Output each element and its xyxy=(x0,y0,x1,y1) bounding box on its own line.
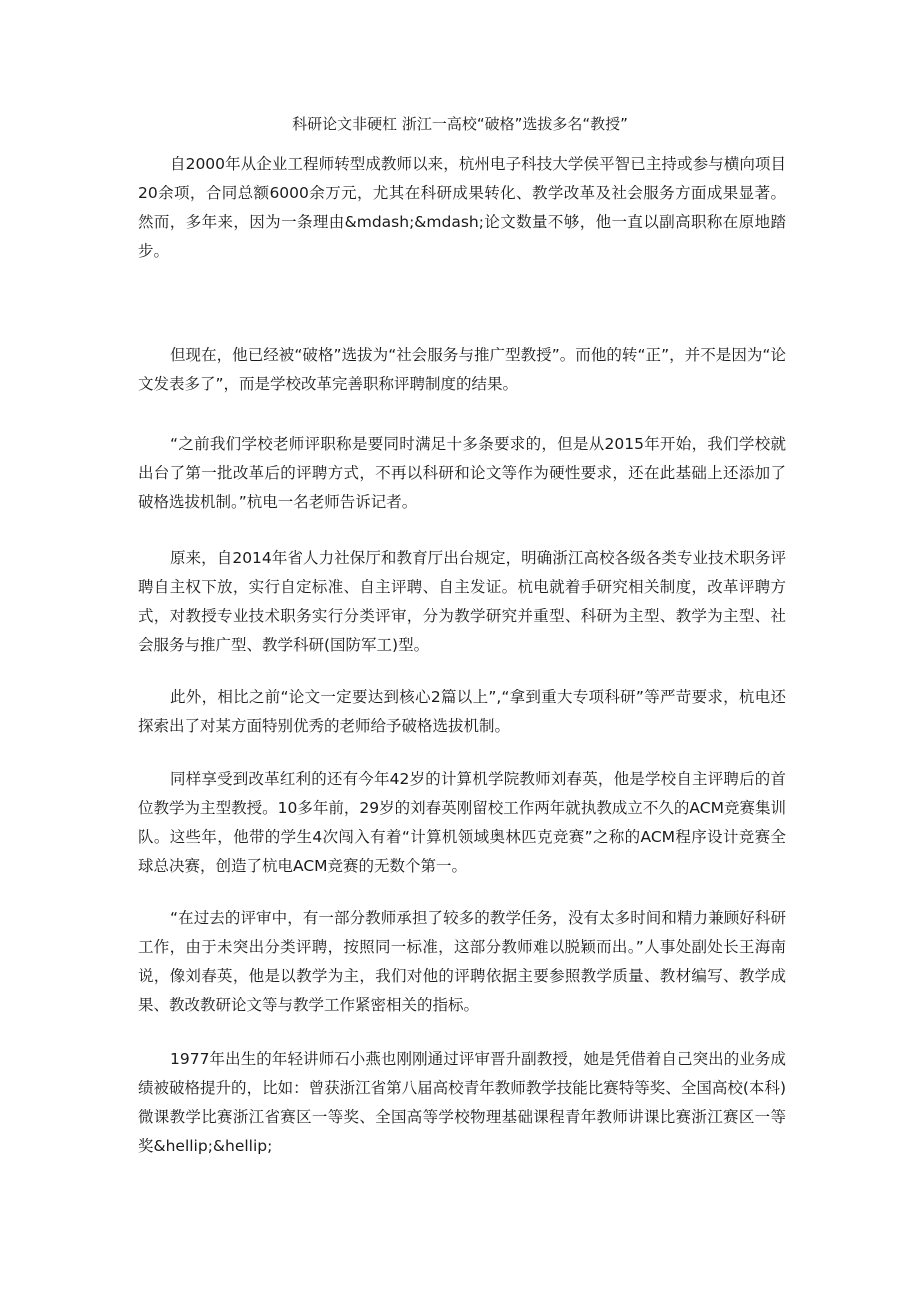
paragraph-7: “在过去的评审中，有一部分教师承担了较多的教学任务，没有太多时间和精力兼顾好科研工作，由于未突出分类评聘，按照同一标准，这部分教师难以脱颖而出。”人事处副处长王海南说，像刘春英，他是以教学为主，我们对他的评聘依据主要参照教学质量、教材编写、教学成果、教改教研论文等与教学工作紧密相关的指标。 xyxy=(138,909,786,1014)
paragraph-6: 同样享受到改革红利的还有今年42岁的计算机学院教师刘春英，他是学校自主评聘后的首位教学为主型教授。10多年前，29岁的刘春英刚留校工作两年就执教成立不久的ACM竞赛集训队。这些年，他带的学生4次闯入有着“计算机领域奥林匹克竞赛”之称的ACM程序设计竞赛全球总决赛，创造了杭电ACM竞赛的无数个第一。 xyxy=(138,770,786,875)
paragraph-2: 但现在，他已经被“破格”选拔为“社会服务与推广型教授”。而他的转“正”，并不是因为“论文发表多了”，而是学校改革完善职称评聘制度的结果。 xyxy=(138,346,786,393)
paragraph-1: 自2000年从企业工程师转型成教师以来，杭州电子科技大学侯平智已主持或参与横向项目20余项，合同总额6000余万元，尤其在科研成果转化、教学改革及社会服务方面成果显著。然而，多年来，因为一条理由&mdash;&mdash;论文数量不够，他一直以副高职称在原地踏步。 xyxy=(138,155,786,260)
paragraph-3: “之前我们学校老师评职称是要同时满足十多条要求的，但是从2015年开始，我们学校就出台了第一批改革后的评聘方式，不再以科研和论文等作为硬性要求，还在此基础上还添加了破格选拔机制。”杭电一名老师告诉记者。 xyxy=(138,435,786,511)
paragraph-4: 原来，自2014年省人力社保厅和教育厅出台规定，明确浙江高校各级各类专业技术职务评聘自主权下放，实行自定标准、自主评聘、自主发证。杭电就着手研究相关制度，改革评聘方式，对教授专业技术职务实行分类评审，分为教学研究并重型、科研为主型、教学为主型、社会服务与推广型、教学科研(国防军工)型。 xyxy=(138,549,786,654)
paragraph-8: 1977年出生的年轻讲师石小燕也刚刚通过评审晋升副教授，她是凭借着自己突出的业务成绩被破格提升的，比如：曾获浙江省第八届高校青年教师教学技能比赛特等奖、全国高校(本科)微课教学比赛浙江省赛区一等奖、全国高等学校物理基础课程青年教师讲课比赛浙江赛区一等奖&hellip;&hellip; xyxy=(138,1050,786,1155)
paragraph-5: 此外，相比之前“论文一定要达到核心2篇以上”,“拿到重大专项科研”等严苛要求，杭电还探索出了对某方面特别优秀的老师给予破格选拔机制。 xyxy=(138,688,786,735)
article-title: 科研论文非硬杠 浙江一高校“破格”选拔多名“教授” xyxy=(292,115,628,133)
